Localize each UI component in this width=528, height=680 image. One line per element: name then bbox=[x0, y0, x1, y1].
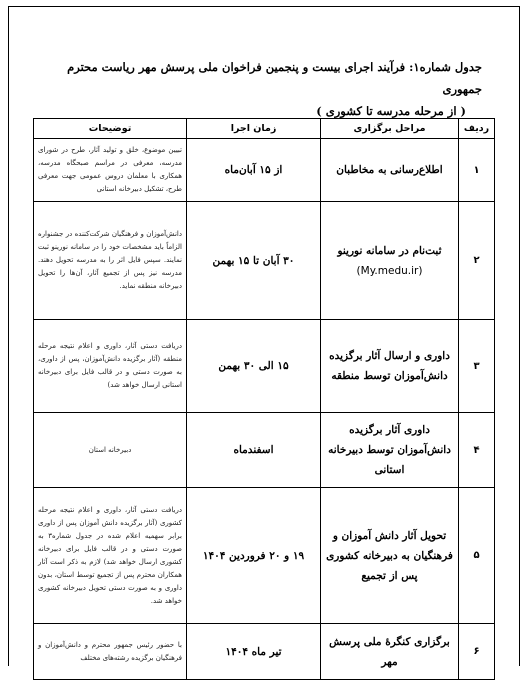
row-time: اسفندماه bbox=[187, 413, 321, 488]
stage-subtext: (My.medu.ir) bbox=[356, 264, 423, 277]
title-line-2: ( از مرحله مدرسه تا کشوری ) bbox=[316, 104, 466, 118]
row-time: ۱۵ الی ۳۰ بهمن bbox=[187, 320, 321, 413]
row-number: ۶ bbox=[459, 624, 495, 680]
table-row bbox=[34, 320, 495, 413]
stage-text: تحویل آثار دانش آموزان و فرهنگیان به دبیرخانه کشوری پس از تجمیع bbox=[326, 529, 453, 582]
stage-text: ثبت‌نام در سامانه نورینو bbox=[337, 244, 442, 257]
row-stage bbox=[321, 624, 459, 680]
stage-text: اطلاع‌رسانی به مخاطبان bbox=[336, 164, 443, 176]
row-time: ۳۰ آبان تا ۱۵ بهمن bbox=[187, 202, 321, 320]
table-header-row bbox=[34, 119, 495, 139]
row-number: ۲ bbox=[459, 202, 495, 320]
table-row bbox=[34, 202, 495, 320]
stage-text: برگزاری کنگرهٔ ملی پرسش مهر bbox=[329, 635, 450, 668]
row-notes: دریافت دستی آثار، داوری و اعلام نتیجه مرحله منطقه (آثار برگزیده دانش‌آموزان، پس از داوری، به صورت دستی و در قالب فایل برای دبیرخانه استانی ارسال خواهد شد) bbox=[34, 320, 187, 413]
header-stage: مراحل برگزاری bbox=[321, 119, 459, 139]
document-title bbox=[30, 56, 482, 122]
row-notes: دریافت دستی آثار، داوری و اعلام نتیجه مرحله کشوری (آثار برگزیده دانش آموزان پس از داوری برابر سهمیه اعلام شده در جدول شماره۳ به صورت دستی و در قالب فایل برای دبیرخانه کشوری ارسال خواهد شد) لازم به ذکر است آثار همکاران محترم پس از تجمیع توسط استان، بدون داوری و به صورت دستی تحویل دبیرخانه کشوری خواهد شد. bbox=[34, 488, 187, 624]
row-notes: دانش‌آموزان و فرهنگیان شرکت‌کننده در جشنواره الزاماً باید مشخصات خود را در سامانه نورینو ثبت نمایند. سپس فایل اثر را به مدرسه تحویل دهند. مدرسه نیز پس از تجمیع آثار، آن‌ها را تحویل دبیرخانه منطقه نماید. bbox=[34, 202, 187, 320]
row-time: از ۱۵ آبان‌ماه bbox=[187, 139, 321, 202]
row-notes: دبیرخانه استان bbox=[34, 413, 187, 488]
row-stage bbox=[321, 413, 459, 488]
row-stage bbox=[321, 320, 459, 413]
stage-text: داوری و ارسال آثار برگزیده دانش‌آموزان توسط منطقه bbox=[329, 350, 450, 382]
stage-text: داوری آثار برگزیده دانش‌آموزان توسط دبیرخانه استانی bbox=[328, 424, 451, 476]
header-row-number: ردیف bbox=[459, 119, 495, 139]
row-number: ۱ bbox=[459, 139, 495, 202]
row-stage bbox=[321, 139, 459, 202]
title-line-1: جدول شماره۱: فرآیند اجرای بیست و پنجمین فراخوان ملی پرسش مهر ریاست محترم جمهوری bbox=[67, 60, 482, 96]
row-time: ۱۹ و ۲۰ فروردین ۱۴۰۴ bbox=[187, 488, 321, 624]
process-table bbox=[33, 118, 495, 680]
row-number: ۴ bbox=[459, 413, 495, 488]
table-row bbox=[34, 624, 495, 680]
row-notes: تبیین موضوع، خلق و تولید آثار، طرح در شورای مدرسه، معرفی در مراسم صبحگاه مدرسه، همکاری با معلمان دروس عمومی جهت معرفی طرح، تشکیل دبیرخانه استانی bbox=[34, 139, 187, 202]
header-time: زمان اجرا bbox=[187, 119, 321, 139]
row-stage bbox=[321, 202, 459, 320]
row-notes: با حضور رئیس جمهور محترم و دانش‌آموزان و فرهنگیان برگزیده رشته‌های مختلف bbox=[34, 624, 187, 680]
row-number: ۵ bbox=[459, 488, 495, 624]
row-number: ۳ bbox=[459, 320, 495, 413]
row-stage bbox=[321, 488, 459, 624]
table-row bbox=[34, 413, 495, 488]
table-row bbox=[34, 488, 495, 624]
table-row bbox=[34, 139, 495, 202]
row-time: تیر ماه ۱۴۰۴ bbox=[187, 624, 321, 680]
header-notes: توضیحات bbox=[34, 119, 187, 139]
